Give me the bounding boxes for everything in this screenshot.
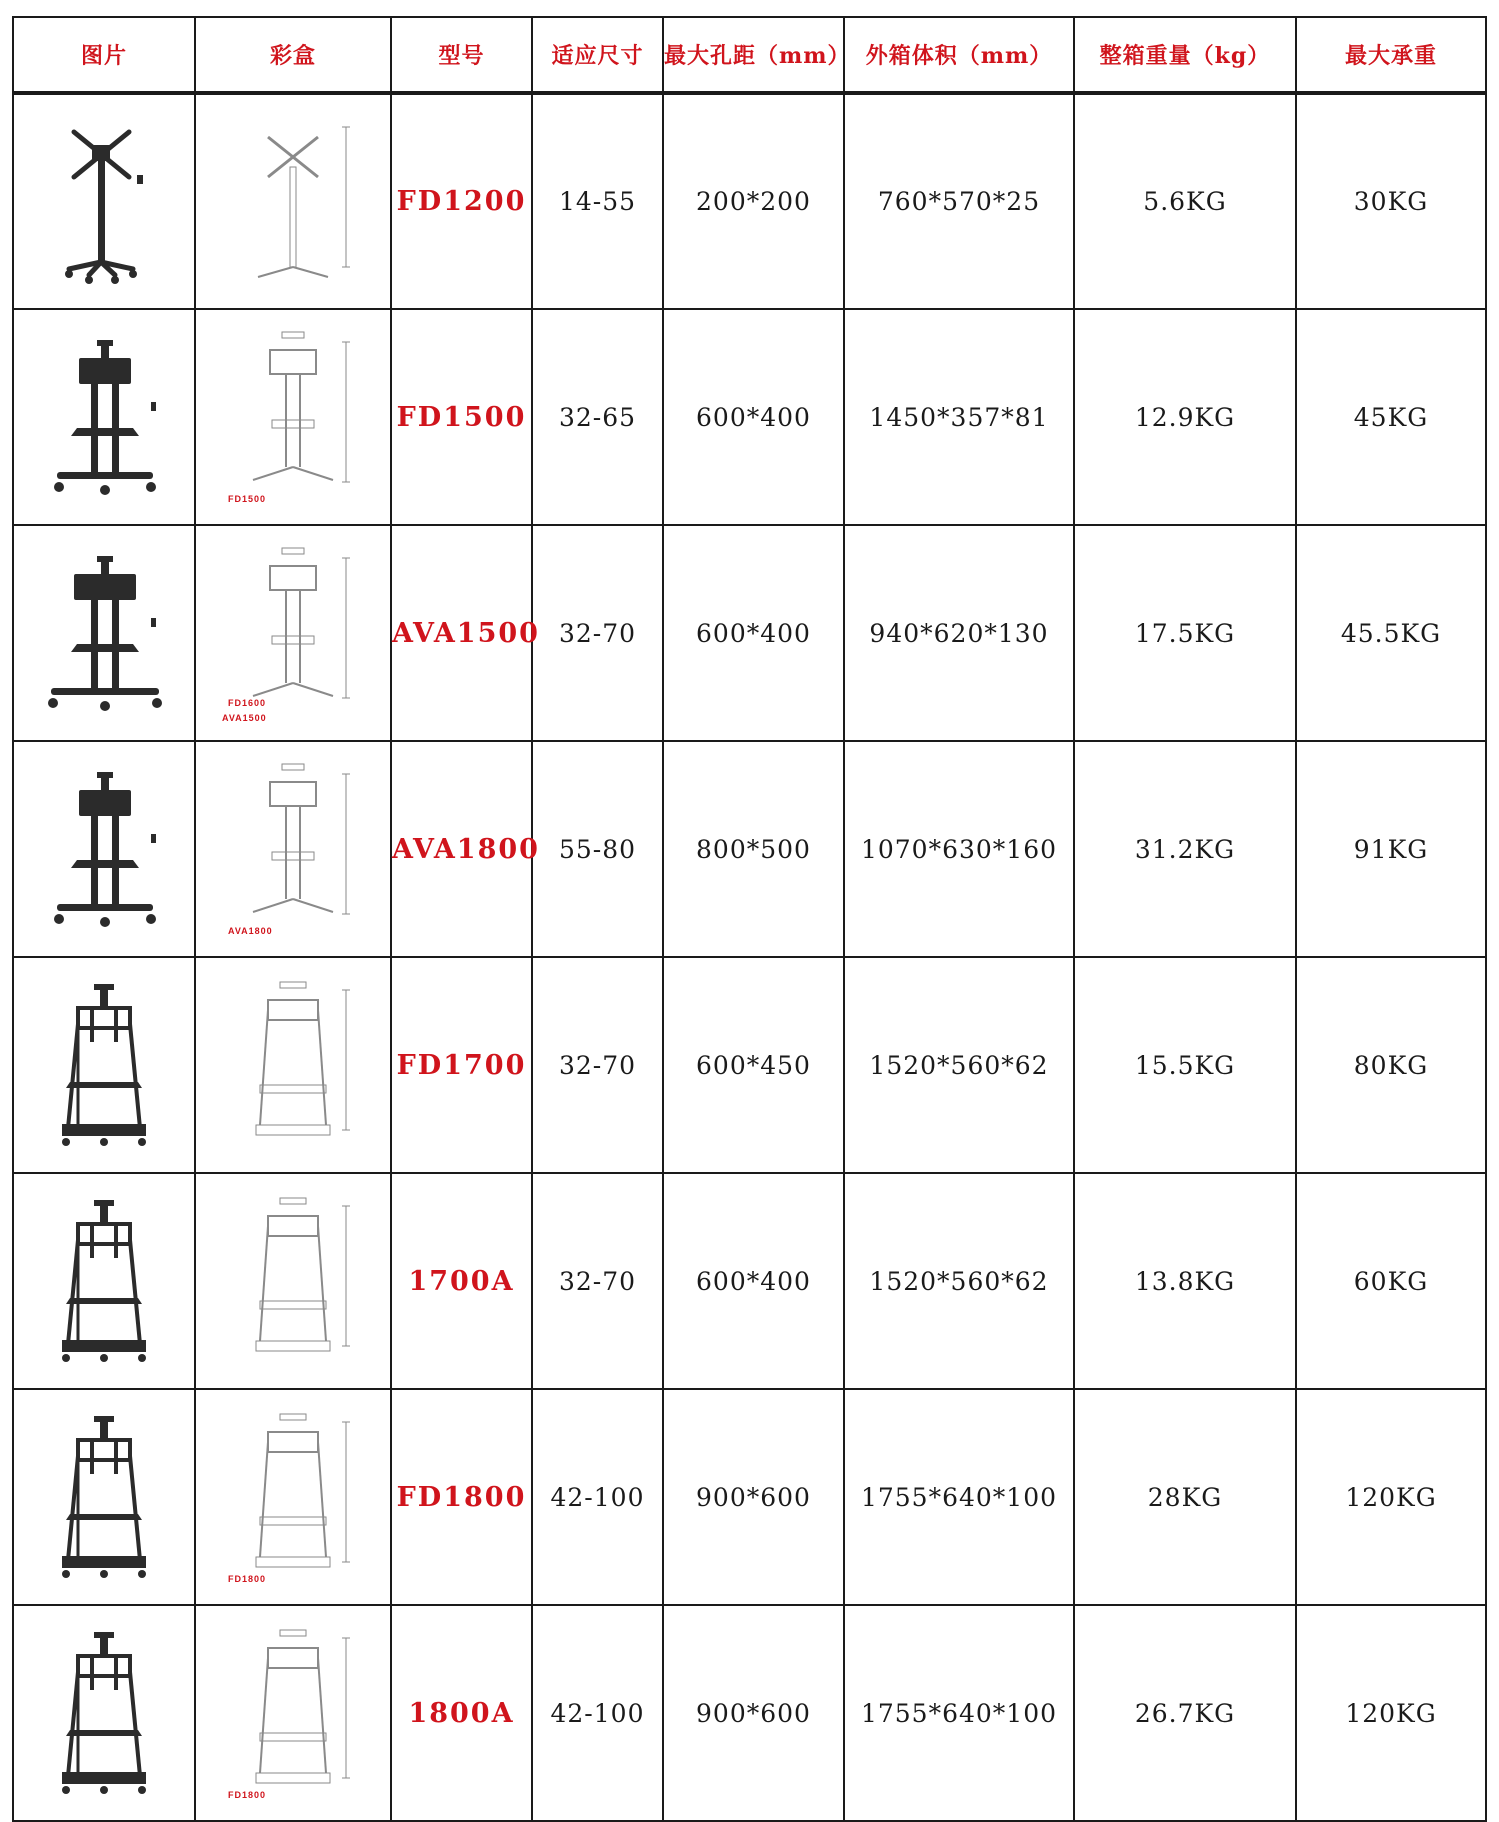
rolling-stand-shelf-icon [14,548,194,718]
max-load-cell: 120KG [1296,1605,1486,1821]
gross-weight-cell: 12.9KG [1074,309,1296,525]
rolling-stand-basic-icon [14,117,194,287]
screen-size-cell: 55-80 [532,741,663,957]
box-model-tag: FD1600 [228,698,267,708]
vesa-cell: 600*400 [663,525,844,741]
rolling-stand-frame-icon [14,1626,194,1801]
model-cell: FD1800 [391,1389,532,1605]
header-row [13,17,1486,93]
color-box-drawing-cell [195,1389,391,1605]
color-box-drawing-cell [195,93,391,309]
box-model-tag: AVA1800 [228,926,273,936]
header-model: 型号 [391,17,532,93]
gross-weight-cell: 28KG [1074,1389,1296,1605]
model-cell: FD1500 [391,309,532,525]
spec-table [12,16,1487,1822]
table-row [13,525,1486,741]
product-spec-sheet [12,16,1485,1822]
carton-size-cell: 1755*640*100 [844,1605,1074,1821]
stand-drawing-icon [196,1618,390,1808]
model-cell: 1800A [391,1605,532,1821]
table-row [13,741,1486,957]
box-model-tag: FD1500 [228,494,267,504]
header-vesa: 最大孔距（mm） [663,17,844,93]
model-cell: AVA1800 [391,741,532,957]
max-load-cell: 45.5KG [1296,525,1486,741]
product-photo-cell [13,309,195,525]
box-model-tag: FD1800 [228,1790,267,1800]
stand-drawing-icon [196,107,390,297]
vesa-cell: 900*600 [663,1389,844,1605]
vesa-cell: 600*450 [663,957,844,1173]
carton-size-cell: 940*620*130 [844,525,1074,741]
header-carton-size: 外箱体积（mm） [844,17,1074,93]
max-load-cell: 120KG [1296,1389,1486,1605]
header-picture: 图片 [13,17,195,93]
vesa-cell: 600*400 [663,309,844,525]
carton-size-cell: 1755*640*100 [844,1389,1074,1605]
screen-size-cell: 42-100 [532,1389,663,1605]
product-photo-cell [13,1389,195,1605]
rolling-stand-frame-icon [14,1410,194,1585]
color-box-drawing-cell [195,957,391,1173]
model-cell: AVA1500 [391,525,532,741]
table-row [13,93,1486,309]
product-photo-cell [13,93,195,309]
table-row [13,957,1486,1173]
screen-size-cell: 32-70 [532,525,663,741]
color-box-drawing-cell [195,1605,391,1821]
gross-weight-cell: 26.7KG [1074,1605,1296,1821]
color-box-drawing-cell [195,741,391,957]
table-row [13,309,1486,525]
header-color-box: 彩盒 [195,17,391,93]
max-load-cell: 45KG [1296,309,1486,525]
product-photo-cell [13,525,195,741]
model-cell: 1700A [391,1173,532,1389]
stand-drawing-icon [196,1402,390,1592]
stand-drawing-icon [196,538,390,728]
gross-weight-cell: 31.2KG [1074,741,1296,957]
rolling-stand-shelf-icon [14,764,194,934]
carton-size-cell: 1450*357*81 [844,309,1074,525]
carton-size-cell: 1070*630*160 [844,741,1074,957]
header-max-load: 最大承重 [1296,17,1486,93]
stand-drawing-icon [196,1186,390,1376]
screen-size-cell: 32-70 [532,1173,663,1389]
screen-size-cell: 14-55 [532,93,663,309]
color-box-drawing-cell [195,525,391,741]
screen-size-cell: 32-70 [532,957,663,1173]
stand-drawing-icon [196,322,390,512]
color-box-drawing-cell [195,1173,391,1389]
gross-weight-cell: 15.5KG [1074,957,1296,1173]
product-photo-cell [13,1173,195,1389]
max-load-cell: 30KG [1296,93,1486,309]
header-gross-weight: 整箱重量（kg） [1074,17,1296,93]
box-model-tag-secondary: AVA1500 [222,713,267,723]
stand-drawing-icon [196,754,390,944]
max-load-cell: 80KG [1296,957,1486,1173]
gross-weight-cell: 5.6KG [1074,93,1296,309]
rolling-stand-frame-icon [14,978,194,1153]
gross-weight-cell: 13.8KG [1074,1173,1296,1389]
vesa-cell: 900*600 [663,1605,844,1821]
table-row [13,1173,1486,1389]
header-screen-size: 适应尺寸 [532,17,663,93]
product-photo-cell [13,957,195,1173]
vesa-cell: 600*400 [663,1173,844,1389]
vesa-cell: 800*500 [663,741,844,957]
carton-size-cell: 1520*560*62 [844,957,1074,1173]
box-model-tag: FD1800 [228,1574,267,1584]
color-box-drawing-cell [195,309,391,525]
rolling-stand-shelf-icon [14,332,194,502]
screen-size-cell: 32-65 [532,309,663,525]
screen-size-cell: 42-100 [532,1605,663,1821]
table-row [13,1389,1486,1605]
carton-size-cell: 760*570*25 [844,93,1074,309]
table-row [13,1605,1486,1821]
max-load-cell: 91KG [1296,741,1486,957]
model-cell: FD1700 [391,957,532,1173]
vesa-cell: 200*200 [663,93,844,309]
product-photo-cell [13,1605,195,1821]
gross-weight-cell: 17.5KG [1074,525,1296,741]
carton-size-cell: 1520*560*62 [844,1173,1074,1389]
stand-drawing-icon [196,970,390,1160]
product-photo-cell [13,741,195,957]
model-cell: FD1200 [391,93,532,309]
max-load-cell: 60KG [1296,1173,1486,1389]
rolling-stand-frame-icon [14,1194,194,1369]
